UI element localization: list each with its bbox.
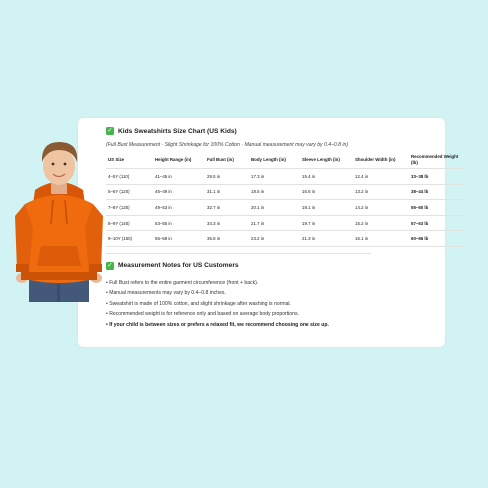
list-item: • Recommended weight is for reference only and based on average body proportions.	[106, 311, 299, 318]
cell-weight: 55–60 lb	[409, 200, 466, 216]
section-divider	[106, 253, 371, 254]
cell-shoulder-width: 13.2 in	[353, 184, 409, 200]
table-row	[106, 200, 466, 216]
cell-shoulder-width: 12.4 in	[353, 169, 409, 185]
check-mark-icon: ✓	[107, 126, 113, 134]
table-row	[106, 215, 466, 231]
header-height: Height Range (in)	[153, 152, 205, 169]
notes-list	[106, 278, 442, 331]
cell-height: 55–59 in	[153, 231, 205, 247]
list-item: • Manual measurements may vary by 0.4–0.8 inches.	[106, 290, 226, 297]
list-item: • Sweatshirt is made of 100% cotton, and slight shrinkage after washing is normal.	[106, 300, 291, 307]
cell-sleeve-length: 19.7 in	[300, 215, 353, 231]
table-row	[106, 231, 466, 247]
list-item: • Full Bust refers to the entire garment circumference (front + back).	[106, 279, 259, 286]
chart-subtitle: (Full Bust Measurement · Slight Shrinkage for 100% Cotton · Manual measurement may vary by 0.4–0.8 in)	[106, 142, 349, 148]
table-row	[106, 184, 466, 200]
cell-size: 8–9Y (140)	[106, 215, 153, 231]
header-sleeve-length: Sleeve Length (in)	[300, 152, 353, 169]
cell-weight: 33–38 lb	[409, 169, 466, 185]
cell-weight: 38–44 lb	[409, 184, 466, 200]
cell-height: 45–49 in	[153, 184, 205, 200]
cell-body-length: 23.2 in	[249, 231, 300, 247]
cell-weight: 57–63 lb	[409, 215, 466, 231]
cell-shoulder-width: 14.2 in	[353, 200, 409, 216]
cell-bust: 35.8 in	[205, 231, 249, 247]
cell-size: 7–8Y (130)	[106, 200, 153, 216]
cell-sleeve-length: 21.3 in	[300, 231, 353, 247]
cell-body-length: 21.7 in	[249, 215, 300, 231]
cell-size: 9–10Y (150)	[106, 231, 153, 247]
cell-body-length: 18.5 in	[249, 184, 300, 200]
table-header-row	[106, 152, 466, 169]
cell-sleeve-length: 18.1 in	[300, 200, 353, 216]
header-bust: Full Bust (in)	[205, 152, 249, 169]
cell-shoulder-width: 15.2 in	[353, 215, 409, 231]
cell-height: 49–53 in	[153, 200, 205, 216]
cell-size: 4–5Y (110)	[106, 169, 153, 185]
cell-bust: 32.7 in	[205, 200, 249, 216]
cell-sleeve-length: 16.5 in	[300, 184, 353, 200]
size-chart-content	[106, 125, 459, 330]
cell-body-length: 20.1 in	[249, 200, 300, 216]
cell-bust: 31.1 in	[205, 184, 249, 200]
table-row	[106, 169, 466, 185]
cell-bust: 29.5 in	[205, 169, 249, 185]
kid-orange-hoodie-photo	[13, 138, 105, 302]
header-size: US Size	[106, 152, 153, 169]
cell-shoulder-width: 16.1 in	[353, 231, 409, 247]
chart-title-text: Kids Sweatshirts Size Chart (US Kids)	[118, 127, 237, 135]
cell-height: 53–55 in	[153, 215, 205, 231]
notes-title	[106, 260, 442, 272]
header-body-length: Body Length (in)	[249, 152, 300, 169]
size-table	[106, 152, 466, 247]
cell-weight: 60–66 lb	[409, 231, 466, 247]
cell-height: 41–45 in	[153, 169, 205, 185]
header-weight: Recommended Weight (lb)	[409, 152, 466, 169]
list-item: • If your child is between sizes or prefers a relaxed fit, we recommend choosing one size up.	[106, 321, 329, 328]
cell-sleeve-length: 15.4 in	[300, 169, 353, 185]
check-mark-icon: ✓	[107, 261, 113, 269]
chart-title	[106, 125, 442, 137]
cell-body-length: 17.3 in	[249, 169, 300, 185]
cell-size: 5–6Y (120)	[106, 184, 153, 200]
notes-title-text: Measurement Notes for US Customers	[118, 262, 239, 270]
cell-bust: 34.3 in	[205, 215, 249, 231]
header-shoulder-width: Shoulder Width (in)	[353, 152, 409, 169]
